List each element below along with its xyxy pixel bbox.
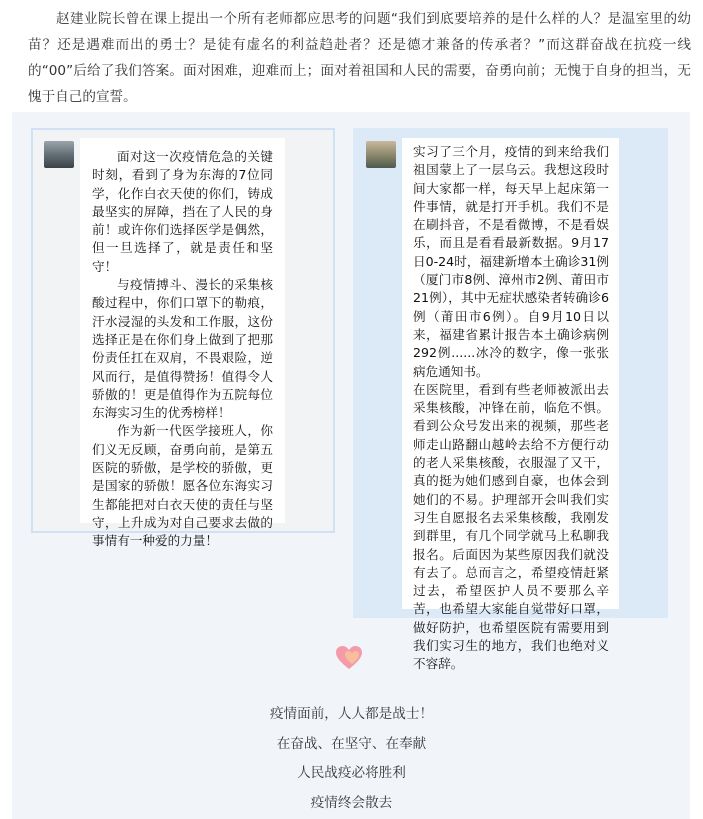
closing-slogans xyxy=(0,700,703,818)
message-paragraph: 作为新一代医学接班人，你们义无反顾，奋勇向前，是第五医院的骄傲，是学校的骄傲，更是国家的骄傲！愿各位东海实习生都能把对白衣天使的责任与坚守，上升成为对自己要求去做的事情有一种爱的力量！ xyxy=(92,423,273,549)
message-bubble-right xyxy=(402,138,619,672)
slogan-line: 疫情面前，人人都是战士！ xyxy=(269,706,434,722)
avatar xyxy=(44,141,74,168)
message-paragraph: 实习了三个月，疫情的到来给我们祖国蒙上了一层乌云。我想这段时间大家都一样，每天早上起床第一件事情，就是打开手机。我们不是在刷抖音，不是看微博，不是看娱乐，而且是看看最新数据。9月17日0-24时，福建新增本土确诊31例（厦门市8例、漳州市2例、莆田市21例），其中无症状感染者转确诊6例（莆田市6例）。自9月10日以来，福建省累计报告本土确诊病例292例......冰冷的数字，像一张张病危通知书。 xyxy=(413,144,609,379)
message-paragraph: 在医院里，看到有些老师被派出去采集核酸，冲锋在前，临危不惧。看到公众号发出来的视频，那些老师走山路翻山越岭去给不方便行动的老人采集核酸，衣服湿了又干，真的挺为她们感到自豪，也体会到她们的不易。护理部开会叫我们实习生自愿报名去采集核酸，我刚发到群里，有几个同学就马上私聊我报名。后面因为某些原因我们就没有去了。总而言之，希望疫情赶紧过去，希望医护人员不要那么辛苦，也希望大家能自觉带好口罩，做好防护，也希望医院有需要用到我们实习生的地方，我们也绝对义不容辞。 xyxy=(413,381,609,672)
message-paragraph: 与疫情搏斗、漫长的采集核酸过程中，你们口罩下的勒痕，汗水浸湿的头发和工作服，这份选择正是在你们身上做到了把那份责任扛在双肩，不畏艰险，逆风而行，是值得赞扬！值得令人骄傲的！更是值得作为五院每位东海实习生的优秀榜样！ xyxy=(92,277,273,421)
slogan-line: 在奋战、在坚守、在奉献 xyxy=(276,735,427,752)
slogan-line: 人民战疫必将胜利 xyxy=(297,765,406,781)
avatar xyxy=(366,141,396,168)
message-bubble-left xyxy=(80,138,285,549)
message-paragraph: 面对这一次疫情危急的关键时刻，看到了身为东海的7位同学，化作白衣天使的你们，铸成最坚实的屏障，挡在了人民的身前！或许你们选择医学是偶然，但一旦选择了，就是责任和坚守！ xyxy=(92,149,273,274)
heart-icon xyxy=(335,645,363,671)
intro-paragraph: 赵建业院长曾在课上提出一个所有老师都应思考的问题“我们到底要培养的是什么样的人？是温室里的幼苗？还是遇难而出的勇士？是徒有虚名的利益趋赴者？还是德才兼备的传承者？”而这群奋战在抗疫一线的“00”后给了我们答案。面对困难，迎难而上；面对着祖国和人民的需要，奋勇向前；无愧于自身的担当，无愧于自己的宣誓。 xyxy=(28,11,691,105)
slogan-line: 疫情终会散去 xyxy=(310,794,393,811)
